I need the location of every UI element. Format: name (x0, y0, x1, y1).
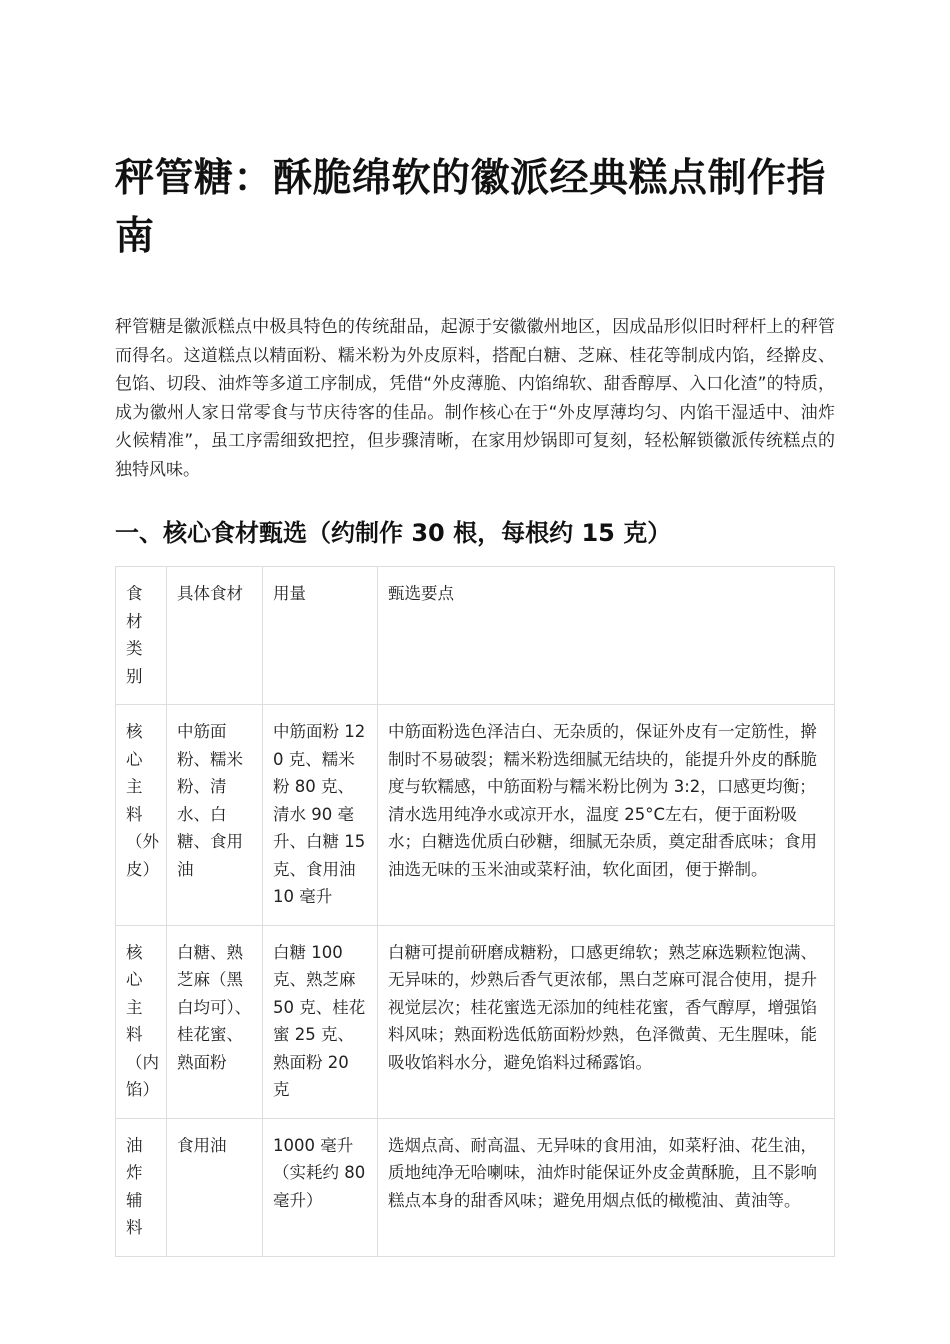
cell-category: 核心主料（内馅） (116, 925, 167, 1118)
cell-amount: 中筋面粉 120 克、糯米粉 80 克、清水 90 毫升、白糖 15 克、食用油 10 毫升 (263, 705, 378, 926)
cell-tips: 选烟点高、耐高温、无异味的食用油，如菜籽油、花生油，质地纯净无哈喇味，油炸时能保证外皮金黄酥脆，且不影响糕点本身的甜香风味；避免用烟点低的橄榄油、黄油等。 (378, 1118, 835, 1256)
document-page (115, 150, 835, 1257)
table-row (116, 705, 835, 926)
cell-items: 中筋面粉、糯米粉、清水、白糖、食用油 (167, 705, 263, 926)
ingredients-table (115, 566, 835, 1257)
section-heading-ingredients: 一、核心食材甄选（约制作 30 根，每根约 15 克） (115, 519, 672, 547)
cell-tips: 中筋面粉选色泽洁白、无杂质的，保证外皮有一定筋性，擀制时不易破裂；糯米粉选细腻无结块的，能提升外皮的酥脆度与软糯感，中筋面粉与糯米粉比例为 3:2，口感更均衡；清水选用纯净水或凉开水，温度 25°C左右，便于面粉吸水；白糖选优质白砂糖，细腻无杂质，奠定甜香底味；食用油选无味的玉米油或菜籽油，软化面团，便于擀制。 (378, 705, 835, 926)
cell-tips: 白糖可提前研磨成糖粉，口感更绵软；熟芝麻选颗粒饱满、无异味的，炒熟后香气更浓郁，黑白芝麻可混合使用，提升视觉层次；桂花蜜选无添加的纯桂花蜜，香气醇厚，增强馅料风味；熟面粉选低筋面粉炒熟，色泽微黄、无生腥味，能吸收馅料水分，避免馅料过稀露馅。 (378, 925, 835, 1118)
cell-items: 食用油 (167, 1118, 263, 1256)
cell-amount: 1000 毫升（实耗约 80 毫升） (263, 1118, 378, 1256)
cell-category: 核心主料（外皮） (116, 705, 167, 926)
document-title: 秤管糖：酥脆绵软的徽派经典糕点制作指南 (115, 156, 827, 259)
header-tips: 甄选要点 (378, 567, 835, 705)
cell-amount: 白糖 100 克、熟芝麻 50 克、桂花蜜 25 克、熟面粉 20 克 (263, 925, 378, 1118)
header-items: 具体食材 (167, 567, 263, 705)
intro-paragraph: 秤管糖是徽派糕点中极具特色的传统甜品，起源于安徽徽州地区，因成品形似旧时秤杆上的秤管而得名。这道糕点以精面粉、糯米粉为外皮原料，搭配白糖、芝麻、桂花等制成内馅，经擀皮、包馅、切段、油炸等多道工序制成，凭借“外皮薄脆、内馅绵软、甜香醇厚、入口化渣”的特质，成为徽州人家日常零食与节庆待客的佳品。制作核心在于“外皮厚薄均匀、内馅干湿适中、油炸火候精准”，虽工序需细致把控，但步骤清晰，在家用炒锅即可复刻，轻松解锁徽派传统糕点的独特风味。 (115, 317, 835, 480)
table-header-row (116, 567, 835, 705)
cell-items: 白糖、熟芝麻（黑白均可）、桂花蜜、熟面粉 (167, 925, 263, 1118)
cell-category: 油炸辅料 (116, 1118, 167, 1256)
table-row (116, 1118, 835, 1256)
header-amount: 用量 (263, 567, 378, 705)
header-category: 食材类别 (116, 567, 167, 705)
table-row (116, 925, 835, 1118)
